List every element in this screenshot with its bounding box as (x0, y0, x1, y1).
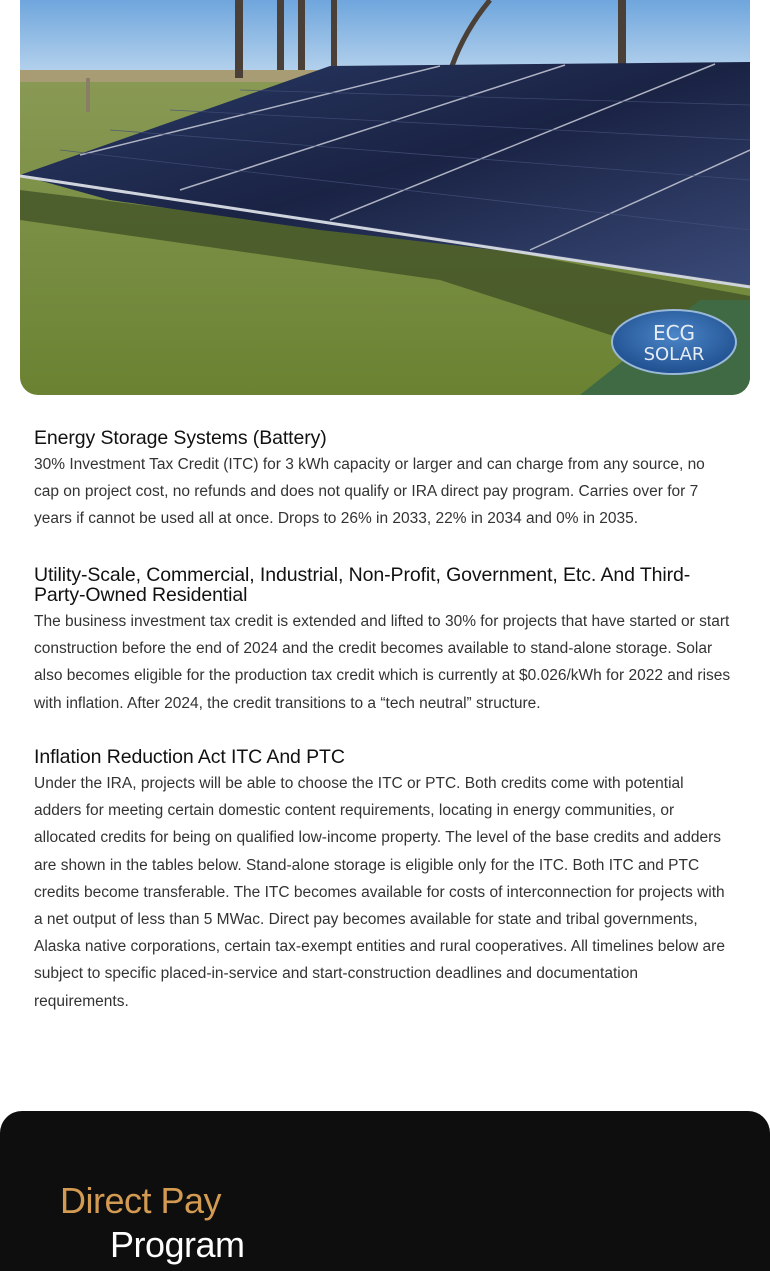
section-energy-storage (34, 428, 734, 533)
section-title: Utility-Scale, Commercial, Industrial, Non-Profit, Government, Etc. And Third-Party-Owned Residential (34, 564, 691, 606)
section-title: Energy Storage Systems (Battery) (34, 427, 327, 449)
section-title: Inflation Reduction Act ITC And PTC (34, 746, 345, 768)
section-ira-itc-ptc (34, 747, 734, 1015)
section-body: The business investment tax credit is extended and lifted to 30% for projects that have started or start construction before the end of 2024 and the credit becomes available to stand-alone storage. Solar also becomes eligible for the production tax credit which is currently at $0.026/kWh for 2022 and rises with inflation. After 2024, the credit transitions to a “tech neutral” structure. (34, 613, 731, 712)
direct-pay-heading-line2: Program (110, 1224, 245, 1265)
solar-panel-photo (20, 0, 750, 395)
section-body: Under the IRA, projects will be able to choose the ITC or PTC. Both credits come with potential adders for meeting certain domestic content requirements, locating in energy communities, or allocated credits for being on qualified low-income property. The level of the base credits and adders are shown in the tables below. Stand-alone storage is eligible only for the ITC. Both ITC and PTC credits become transferable. The ITC becomes available for costs of interconnection for projects with a net output of less than 5 MWac. Direct pay becomes available for state and tribal governments, Alaska native corporations, certain tax-exempt entities and rural cooperatives. All timelines below are subject to specific placed-in-service and start-construction deadlines and documentation requirements. (34, 775, 725, 1010)
section-body: 30% Investment Tax Credit (ITC) for 3 kWh capacity or larger and can charge from any source, no cap on project cost, no refunds and does not qualify or IRA direct pay program. Carries over for 7 years if cannot be used all at once. Drops to 26% in 2033, 22% in 2034 and 0% in 2035. (34, 456, 705, 528)
logo-line1: ECG (652, 321, 696, 345)
direct-pay-heading-line1: Direct Pay (60, 1180, 222, 1221)
section-utility-scale (34, 565, 734, 717)
logo-line2: SOLAR (643, 344, 705, 365)
hero-image (20, 0, 750, 395)
